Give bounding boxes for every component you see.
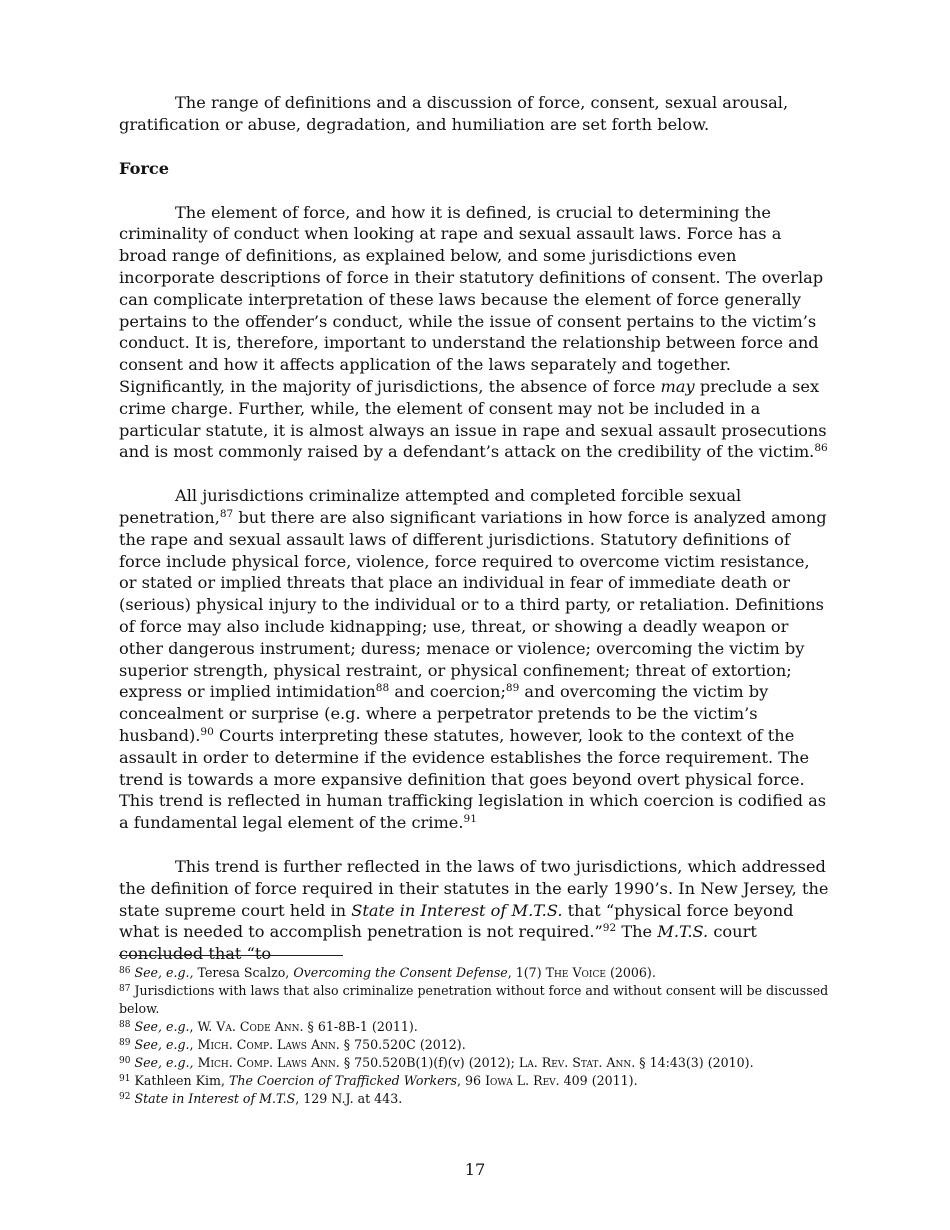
footnote-number: 86 [119, 966, 131, 976]
footnotes [119, 964, 832, 1108]
paragraph-force-element [119, 202, 832, 464]
text-run: , [189, 1037, 198, 1052]
footnote-ref-90[interactable]: 90 [200, 725, 214, 738]
text-run: , 1(7) [507, 965, 546, 980]
text-run: and coercion; [389, 682, 506, 702]
citation-signal: See, e.g. [134, 1019, 190, 1034]
citation-signal: See, e.g., [134, 1055, 194, 1070]
footnote-ref-86[interactable]: 86 [814, 442, 828, 455]
text-run: Jurisdictions with laws that also criminalize penetration without force and without consent will be discussed below. [119, 983, 829, 1016]
page-number: 17 [464, 1160, 486, 1179]
footnote-ref-88[interactable]: 88 [375, 682, 390, 695]
paragraph-intro [119, 92, 832, 136]
citation-signal: See, e.g., [134, 965, 194, 980]
text-run: that “physical force beyond what is needed to accomplish penetration is not required.” [119, 900, 794, 942]
text-run: The element of force, and how it is defined, is crucial to determining the criminality of conduct when looking at rape and sexual assault laws. Force has a broad range of definitions, as explained below, and some jurisdictions even incorporate descriptions of force in their statutory definitions of consent. The overlap can complicate interpretation of these laws because the element of force generally pertains to the offender’s conduct, while the issue of consent pertains to the victim’s conduct. It is, therefore, important to understand the relationship between force and consent and how it affects application of the laws separately and together. Significantly, in the majority of jurisdictions, the absence of force [119, 202, 824, 396]
text-run: § 750.520C (2012). [339, 1037, 466, 1052]
footnote-separator [119, 955, 343, 956]
section-heading-force: Force [119, 158, 170, 178]
text-run: The [616, 922, 658, 942]
footnote-87 [119, 982, 832, 1018]
footnote-number: 88 [119, 1020, 131, 1030]
text-run: Kathleen Kim, [130, 1073, 229, 1088]
paragraph-intro-text: The range of definitions and a discussion of force, consent, sexual arousal, gratification or abuse, degradation, and humiliation are set forth below. [119, 93, 789, 134]
text-run: This trend is further reflected in the laws of two jurisdictions, which addressed the definition of force required in their statutes in the early 1990’s. In New Jersey, the state supreme court held in [119, 856, 829, 920]
footnote-ref-87[interactable]: 87 [219, 507, 234, 520]
text-run: Teresa Scalzo, [193, 965, 294, 980]
article-title: Overcoming the Consent Defense [293, 965, 508, 980]
paragraph-jurisdictions [119, 485, 832, 834]
text-run: preclude a sex crime charge. Further, while, the element of consent may not be included in a particular statute, it is almost always an issue in rape and sexual assault prosecutions and is most commonly raised by a defendant’s attack on the credibility of the victim. [119, 376, 827, 462]
paragraph-trend [119, 856, 832, 965]
footnote-number: 91 [119, 1074, 131, 1084]
text-run: All jurisdictions criminalize attempted and completed forcible sexual penetration, [119, 486, 742, 527]
footnote-90 [119, 1054, 832, 1072]
source-name: The Voice [545, 965, 606, 980]
source-name: Iowa L. Rev. [485, 1073, 560, 1088]
footnote-ref-92[interactable]: 92 [602, 922, 617, 935]
footnote-ref-89[interactable]: 89 [505, 682, 520, 695]
text-run: , 96 [457, 1073, 486, 1088]
text-run: court concluded that “to [119, 922, 757, 964]
source-name: W. Va. Code Ann. [197, 1019, 304, 1034]
text-run: § 750.520B(1)(f)(v) (2012); [339, 1055, 519, 1070]
text-run: , [189, 1019, 198, 1034]
footnote-number: 89 [119, 1038, 131, 1048]
footnote-89 [119, 1036, 832, 1054]
document-body [119, 92, 832, 965]
text-run: § 61-8B-1 (2011). [303, 1019, 418, 1034]
footnote-86 [119, 964, 832, 982]
text-run: and overcoming the victim by concealment or surprise (e.g. where a perpetrator pretends to be the victim’s husband). [119, 682, 769, 745]
footnote-number: 90 [119, 1056, 131, 1066]
text-run: 409 (2011). [559, 1073, 638, 1088]
case-name: State in Interest of M.T.S. [351, 900, 563, 920]
text-run: (2006). [605, 965, 656, 980]
source-name: La. Rev. Stat. Ann. [518, 1055, 636, 1070]
text-run: but there are also significant variations in how force is analyzed among the rape and sexual assault laws of different jurisdictions. Statutory definitions of force include physical force, violence, force required to overcome victim resistance, or stated or implied threats that place an individual in fear of immediate death or (serious) physical injury to the individual or to a third party, or retaliation. Definitions of force may also include kidnapping; use, threat, or showing a deadly weapon or other dangerous instrument; duress; menace or violence; overcoming the victim by superior strength, physical restraint, or physical confinement; threat of extortion; express or implied intimidation [119, 507, 827, 702]
footnote-91 [119, 1072, 832, 1090]
footnote-number: 92 [119, 1092, 131, 1102]
footnote-number: 87 [119, 984, 131, 994]
case-name: M.T.S. [657, 922, 709, 942]
source-name: Mich. Comp. Laws Ann. [197, 1037, 340, 1052]
text-run: Courts interpreting these statutes, however, look to the context of the assault in order to determine if the evidence establishes the force requirement. The trend is towards a more expansive definition that goes beyond overt physical force. This trend is reflected in human trafficking legislation in which coercion is codified as a fundamental legal element of the crime. [119, 725, 827, 833]
source-name: Mich. Comp. Laws Ann. [197, 1055, 340, 1070]
footnote-88 [119, 1018, 832, 1036]
text-run: , 129 N.J. at 443. [295, 1091, 403, 1106]
citation-signal: See, e.g. [134, 1037, 190, 1052]
footnote-92 [119, 1090, 832, 1108]
article-title: The Coercion of Trafficked Workers [228, 1073, 458, 1088]
text-run: § 14:43(3) (2010). [635, 1055, 754, 1070]
footnote-ref-91[interactable]: 91 [463, 813, 477, 826]
emphasis-may: may [660, 376, 695, 396]
case-name: State in Interest of M.T.S [130, 1091, 296, 1106]
